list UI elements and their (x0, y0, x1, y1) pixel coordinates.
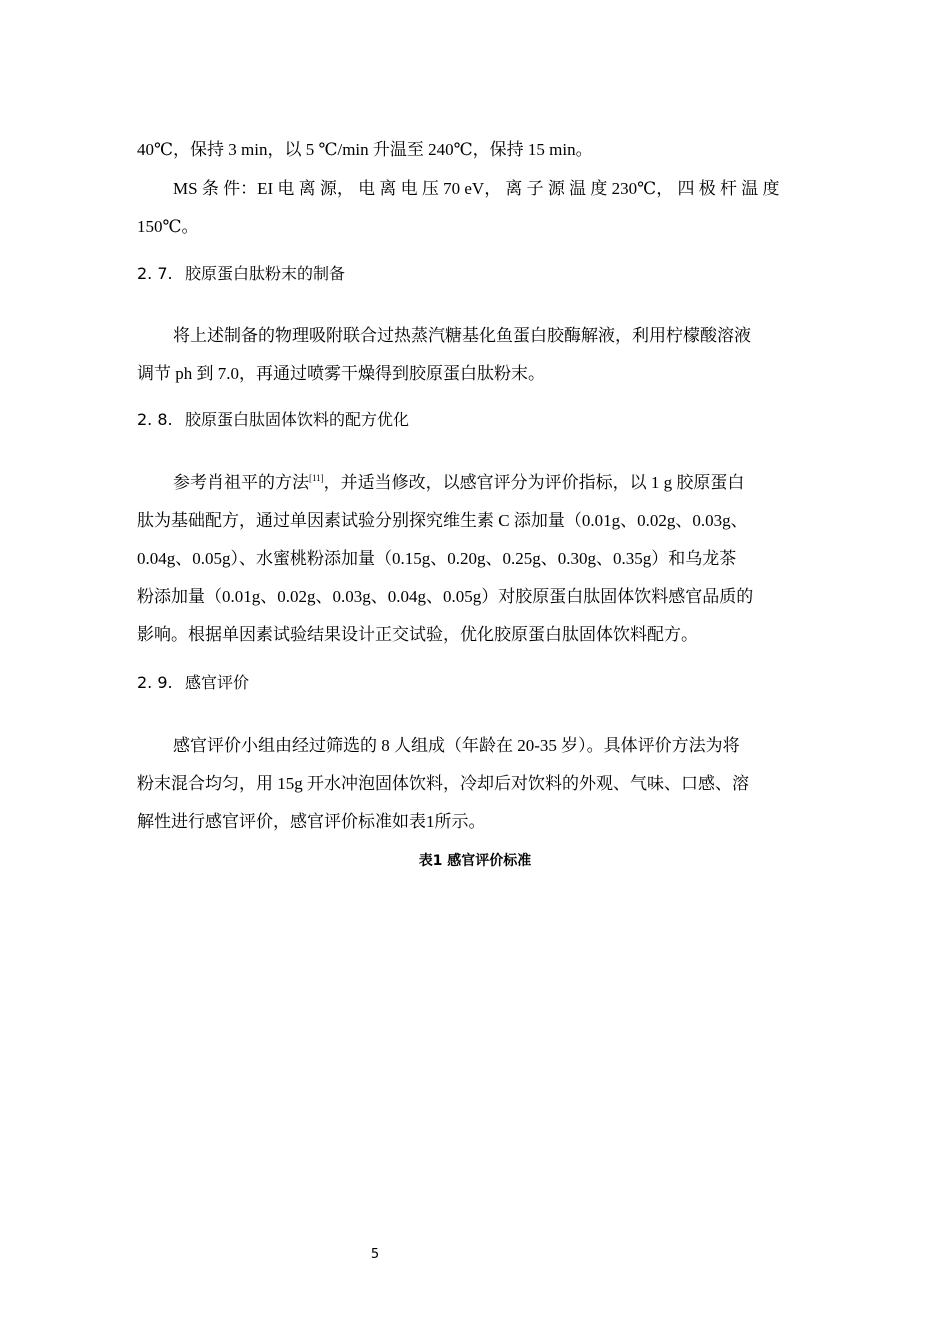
text-line (137, 464, 837, 502)
text-line: 感官评价小组由经过筛选的 8 人组成（年龄在 20-35 岁）。具体评价方法为将 (173, 736, 740, 755)
text-line: 0.04g、0.05g）、水蜜桃粉添加量（0.15g、0.20g、0.25g、0.30g、0.35g）和乌龙茶 (137, 549, 737, 568)
text-line: 40℃，保持 3 min，以 5 ℃/min 升温至 240℃，保持 15 min。 (137, 140, 593, 159)
section-heading-2-8 (137, 409, 409, 431)
text-line: 150℃。 (137, 217, 199, 236)
section-number: 2. 8. (137, 410, 173, 429)
section-title: 胶原蛋白肽固体饮料的配方优化 (185, 410, 410, 429)
text-line: 粉末混合均匀，用 15g 开水冲泡固体饮料，冷却后对饮料的外观、气味、口感、溶 (137, 774, 749, 793)
section-title: 感官评价 (185, 673, 250, 692)
paragraph-2-8 (137, 464, 837, 654)
text-segment: 参考肖祖平的方法 (173, 473, 309, 492)
section-heading-2-9 (137, 672, 249, 694)
text-line: 调节 ph 到 7.0，再通过喷雾干燥得到胶原蛋白肽粉末。 (137, 364, 545, 383)
text-line: 粉添加量（0.01g、0.02g、0.03g、0.04g、0.05g）对胶原蛋白肽固体饮料感官品质的 (137, 587, 754, 606)
paragraph-gc-conditions-continued (137, 131, 837, 169)
text-line: 解性进行感官评价，感官评价标准如表1所示。 (137, 812, 486, 831)
paragraph-2-9 (137, 727, 837, 841)
text-line: 肽为基础配方，通过单因素试验分别探究维生素 C 添加量（0.01g、0.02g、0.03g、 (137, 511, 748, 530)
page-number: 5 (370, 1247, 380, 1262)
paragraph-ms-conditions (137, 170, 837, 246)
text-line: MS 条 件：EI 电 离 源， 电 离 电 压 70 eV， 离 子 源 温 度 230℃， 四 极 杆 温 度 (173, 179, 780, 198)
paragraph-2-7 (137, 317, 837, 393)
section-number: 2. 7. (137, 264, 173, 283)
section-heading-2-7 (137, 263, 345, 285)
section-title: 胶原蛋白肽粉末的制备 (185, 264, 346, 283)
text-line: 影响。根据单因素试验结果设计正交试验，优化胶原蛋白肽固体饮料配方。 (137, 625, 698, 644)
citation-reference: [11] (309, 473, 324, 483)
section-number: 2. 9. (137, 673, 173, 692)
text-line: 将上述制备的物理吸附联合过热蒸汽糖基化鱼蛋白胶酶解液，利用柠檬酸溶液 (173, 326, 751, 345)
text-segment: ，并适当修改，以感官评分为评价指标，以 1 g 胶原蛋白 (323, 473, 745, 492)
table-caption: 表1 感官评价标准 (418, 853, 532, 869)
